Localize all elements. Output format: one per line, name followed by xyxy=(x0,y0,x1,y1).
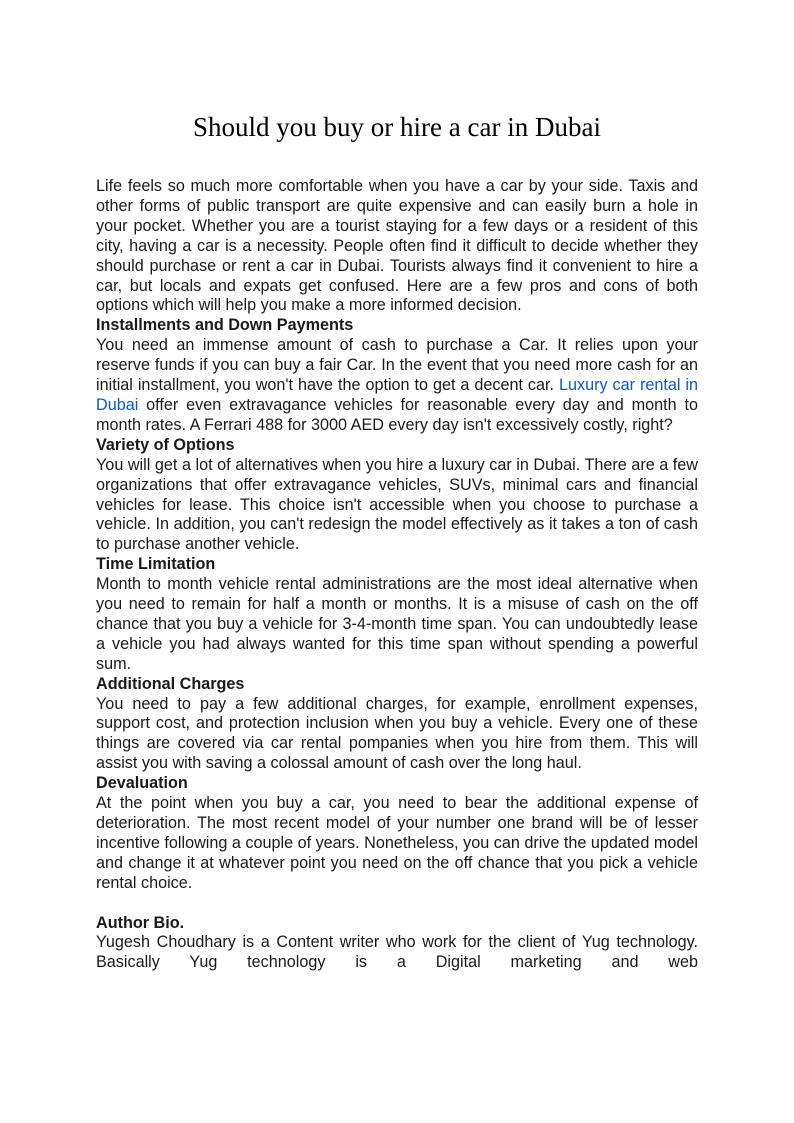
devaluation-heading: Devaluation xyxy=(96,774,188,793)
variety-heading: Variety of Options xyxy=(96,435,235,454)
time-heading: Time Limitation xyxy=(96,555,216,574)
luxury-car-rental-link[interactable]: Luxury car rental in Dubai xyxy=(96,376,698,414)
installments-text-before: You need an immense amount of cash to purchase a Car. It relies upon your reserve funds if you can buy a fair Car. In the event that you need more cash for an initial installment, you won't have the option to get a decent car. xyxy=(96,336,698,395)
section-spacer xyxy=(96,894,698,914)
time-paragraph: Month to month vehicle rental administrations are the most ideal alternative when you need to remain for half a month or months. It is a misuse of cash on the off chance that you buy a vehicle for 3-4-month time span. You can undoubtedly lease a vehicle you had always wanted for this time span without spending a powerful sum. xyxy=(96,575,698,673)
author-bio-heading: Author Bio. xyxy=(96,913,185,932)
installments-paragraph xyxy=(96,336,698,436)
author-bio-paragraph: Yugesh Choudhary is a Content writer who work for the client of Yug technology. Basically Yug technology is a Digital marketing and web xyxy=(96,933,698,972)
variety-paragraph: You will get a lot of alternatives when you hire a luxury car in Dubai. There are a few organizations that offer extravagance vehicles, SUVs, minimal cars and financial vehicles for lease. This choice isn't accessible when you choose to purchase a vehicle. In addition, you can't redesign the model effectively as it takes a ton of cash to purchase another vehicle. xyxy=(96,455,698,554)
intro-paragraph: Life feels so much more comfortable when you have a car by your side. Taxis and other forms of public transport are quite expensive and can easily burn a hole in your pocket. Whether you are a tourist staying for a few days or a resident of this city, having a car is a necessity. People often find it difficult to decide whether they should purchase or rent a car in Dubai. Tourists always find it convenient to hire a car, but locals and expats get confused. Here are a few pros and cons of both options which will help you make a more informed decision. xyxy=(96,177,698,315)
charges-paragraph: You need to pay a few additional charges, for example, enrollment expenses, support cost, and protection inclusion when you buy a vehicle. Every one of these things are covered via car rental pompanies when you hire from them. This will assist you with saving a colossal amount of cash over the long haul. xyxy=(96,694,698,773)
devaluation-paragraph: At the point when you buy a car, you need to bear the additional expense of deterioration. The most recent model of your number one brand will be of lesser incentive following a couple of years. Nonetheless, you can drive the updated model and change it at whatever point you need on the off chance that you pick a vehicle rental choice. xyxy=(96,794,699,892)
charges-heading: Additional Charges xyxy=(96,674,245,693)
installments-heading: Installments and Down Payments xyxy=(96,316,354,335)
installments-text-after: offer even extravagance vehicles for reasonable every day and month to month rates. A Ferrari 488 for 3000 AED every day isn't excessively costly, right? xyxy=(96,395,698,434)
page-title: Should you buy or hire a car in Dubai xyxy=(193,112,601,142)
article-body xyxy=(96,177,698,973)
